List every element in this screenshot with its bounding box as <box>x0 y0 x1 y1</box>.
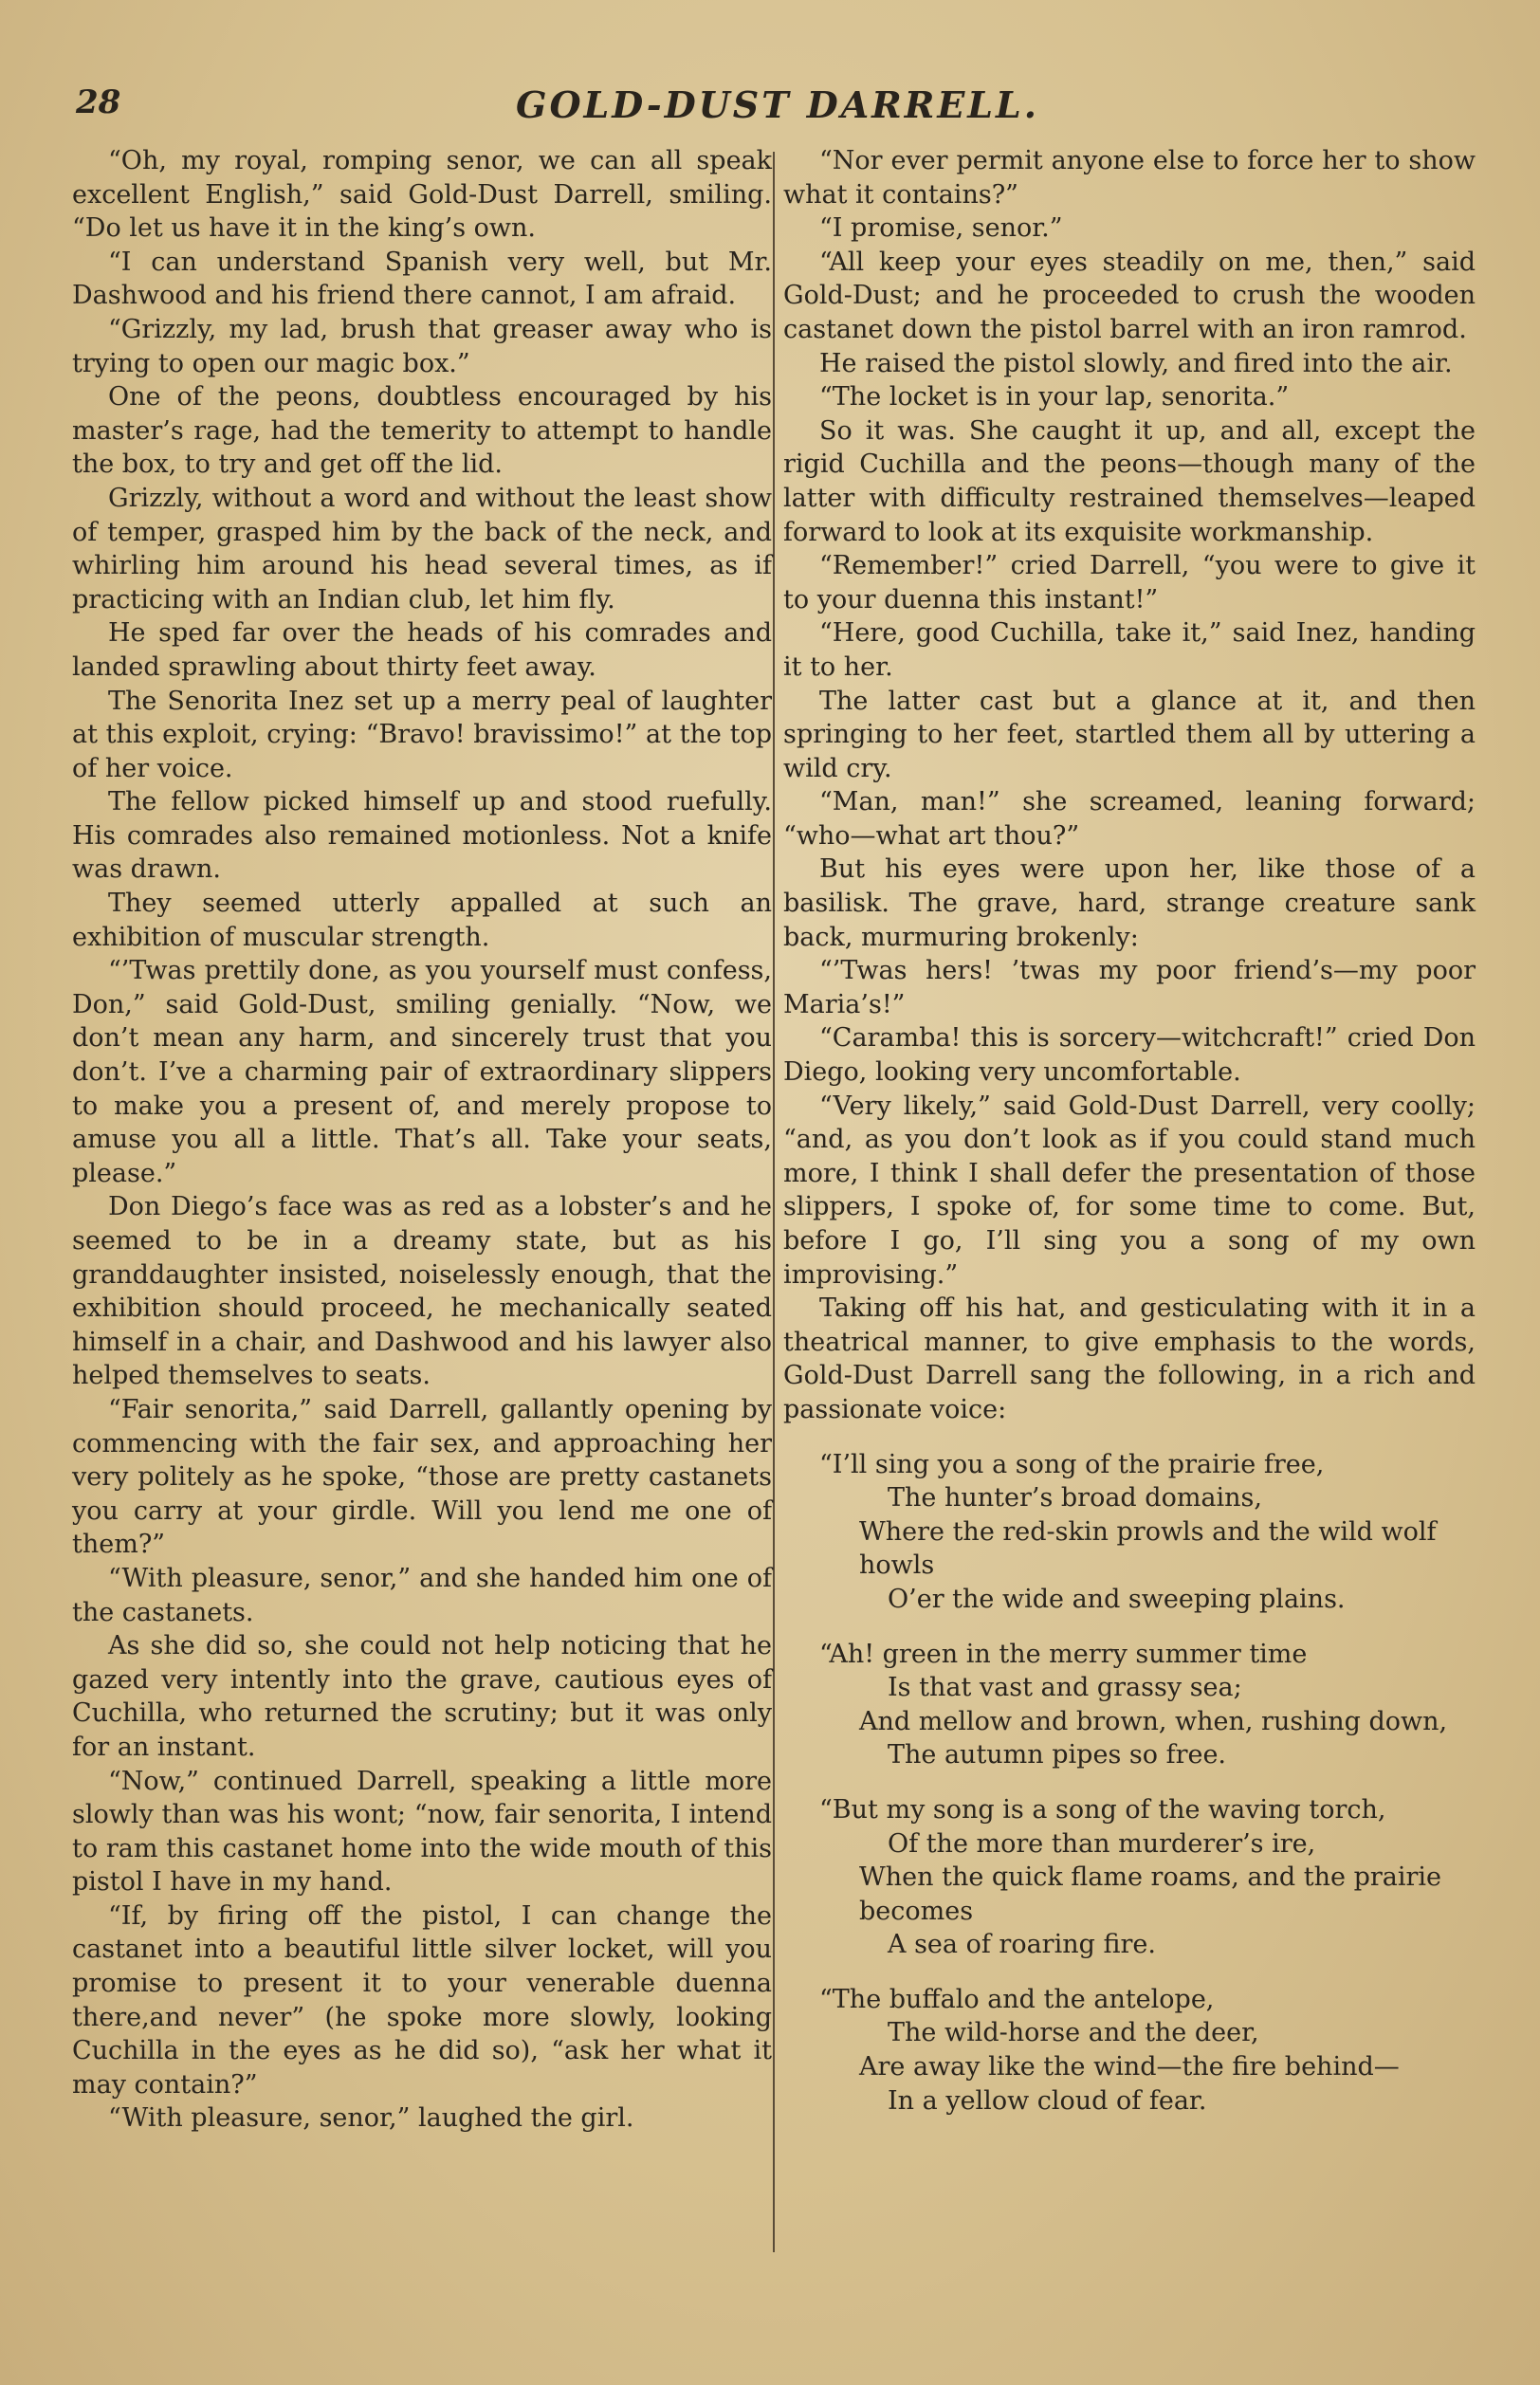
paragraph: “Now,” continued Darrell, speaking a little more slowly than was his wont; “now, fair senorita, I intend to ram this castanet home into the wide mouth of this pistol I have in my hand. <box>72 1766 772 1898</box>
paragraph: “Very likely,” said Gold-Dust Darrell, very coolly; “and, as you don’t look as if you could stand much more, I think I shall defer the presentation of those slippers, I spoke of, for some time to come. But, before I go, I’ll sing you a song of my own improvising.” <box>783 1091 1476 1290</box>
column-divider <box>773 152 775 2252</box>
verse-stanza <box>783 1983 1476 2118</box>
paragraph: “Here, good Cuchilla, take it,” said Inez, handing it to her. <box>783 618 1476 682</box>
verse-line: “The buffalo and the antelope, <box>819 1984 1215 2014</box>
verse-line: “I’ll sing you a song of the prairie free, <box>819 1449 1325 1479</box>
left-column <box>72 144 772 2136</box>
verse-line: The wild-horse and the deer, <box>888 2018 1259 2048</box>
paragraph: “Caramba! this is sorcery—witchcraft!” cried Don Diego, looking very uncomfortable. <box>783 1023 1476 1088</box>
verse-line: Is that vast and grassy sea; <box>888 1673 1242 1703</box>
verse-line: When the quick flame roams, and the prairie becomes <box>859 1862 1442 1926</box>
paragraph: “Nor ever permit anyone else to force her to show what it contains?” <box>783 146 1476 210</box>
verse-line: In a yellow cloud of fear. <box>888 2085 1207 2116</box>
paragraph: One of the peons, doubtless encouraged by his master’s rage, had the temerity to attempt to handle the box, to try and get off the lid. <box>72 382 772 480</box>
verse-line: And mellow and brown, when, rushing down, <box>859 1706 1448 1736</box>
verse-line: Of the more than murderer’s ire, <box>888 1828 1316 1859</box>
paragraph: He sped far over the heads of his comrades and landed sprawling about thirty feet away. <box>72 618 772 682</box>
paragraph: As she did so, she could not help noticing that he gazed very intently into the grave, cautious eyes of Cuchilla, who returned the scrutiny; but it was only for an instant. <box>72 1631 772 1762</box>
verse-line: The autumn pipes so free. <box>888 1740 1227 1770</box>
paragraph: They seemed utterly appalled at such an exhibition of muscular strength. <box>72 889 772 952</box>
paragraph: Grizzly, without a word and without the least show of temper, grasped him by the back of the neck, and whirling him around his head several times, as if practicing with an Indian club, let him fly. <box>72 483 772 615</box>
verse-line: O’er the wide and sweeping plains. <box>888 1584 1346 1614</box>
paragraph: “With pleasure, senor,” and she handed him one of the castanets. <box>72 1563 772 1627</box>
paragraph: “If, by firing off the pistol, I can change the castanet into a beautiful little silver locket, will you promise to present it to your venerable duenna there,and never” (he spoke more slowly, looking Cuchilla in the eyes as he did so), “ask her what it may contain?” <box>72 1900 772 2100</box>
paragraph: So it was. She caught it up, and all, except the rigid Cuchilla and the peons—though many of the latter with difficulty restrained themselves—leaped forward to look at its exquisite workmanship. <box>783 415 1476 547</box>
verse-stanza <box>783 1793 1476 1962</box>
paragraph: “Man, man!” she screamed, leaning forward; “who—what art thou?” <box>783 787 1476 851</box>
verse-stanza <box>783 1638 1476 1772</box>
right-column <box>783 144 1476 2118</box>
verse-line: Are away like the wind—the fire behind— <box>859 2052 1400 2082</box>
verse-line: Where the red-skin prowls and the wild wolf howls <box>859 1516 1437 1581</box>
paragraph: The Senorita Inez set up a merry peal of laughter at this exploit, crying: “Bravo! bravissimo!” at the top of her voice. <box>72 686 772 783</box>
paragraph: “The locket is in your lap, senorita.” <box>819 382 1290 413</box>
verse-line: A sea of roaring fire. <box>888 1930 1156 1960</box>
page-number: 28 <box>76 83 121 121</box>
verse-line: “Ah! green in the merry summer time <box>819 1639 1308 1669</box>
paragraph: “Grizzly, my lad, brush that greaser away who is trying to open our magic box.” <box>72 314 772 378</box>
verse-line: The hunter’s broad domains, <box>888 1483 1262 1514</box>
paragraph: Taking off his hat, and gesticulating with it in a theatrical manner, to give emphasis to the words, Gold-Dust Darrell sang the following, in a rich and passionate voice: <box>783 1293 1476 1424</box>
verse-stanza <box>783 1448 1476 1617</box>
paragraph: The latter cast but a glance at it, and then springing to her feet, startled them all by uttering a wild cry. <box>783 686 1476 783</box>
paragraph: Don Diego’s face was as red as a lobster’s and he seemed to be in a dreamy state, but as his granddaughter insisted, noiselessly enough, that the exhibition should proceed, he mechanically seated himself in a chair, and Dashwood and his lawyer also helped themselves to seats. <box>72 1192 772 1391</box>
paragraph: He raised the pistol slowly, and fired into the air. <box>819 348 1453 378</box>
running-title: GOLD-DUST DARRELL. <box>516 83 1039 126</box>
paragraph: “All keep your eyes steadily on me, then,” said Gold-Dust; and he proceeded to crush the wooden castanet down the pistol barrel with an iron ramrod. <box>783 247 1476 344</box>
paragraph: “Fair senorita,” said Darrell, gallantly opening by commencing with the fair sex, and approaching her very politely as he spoke, “those are pretty castanets you carry at your girdle. Will you lend me one of them?” <box>72 1394 772 1560</box>
paragraph: “With pleasure, senor,” laughed the girl. <box>108 2103 634 2134</box>
paragraph: “Remember!” cried Darrell, “you were to give it to your duenna this instant!” <box>783 551 1476 615</box>
page-header <box>76 83 1479 131</box>
verse-line: “But my song is a song of the waving torch, <box>819 1794 1386 1825</box>
paragraph: “I can understand Spanish very well, but Mr. Dashwood and his friend there cannot, I am afraid. <box>72 247 772 311</box>
paragraph: But his eyes were upon her, like those of a basilisk. The grave, hard, strange creature sank back, murmuring brokenly: <box>783 854 1476 952</box>
paragraph: The fellow picked himself up and stood ruefully. His comrades also remained motionless. Not a knife was drawn. <box>72 787 772 885</box>
paragraph: “Oh, my royal, romping senor, we can all speak excellent English,” said Gold-Dust Darrell, smiling. “Do let us have it in the king’s own. <box>72 146 772 244</box>
paragraph: “I promise, senor.” <box>819 213 1063 244</box>
paragraph: “’Twas hers! ’twas my poor friend’s—my poor Maria’s!” <box>783 956 1476 1019</box>
paragraph: “’Twas prettily done, as you yourself must confess, Don,” said Gold-Dust, smiling genially. “Now, we don’t mean any harm, and sincerely trust that you don’t. I’ve a charming pair of extraordinary slippers to make you a present of, and merely propose to amuse you all a little. That’s all. Take your seats, please.” <box>72 956 772 1188</box>
